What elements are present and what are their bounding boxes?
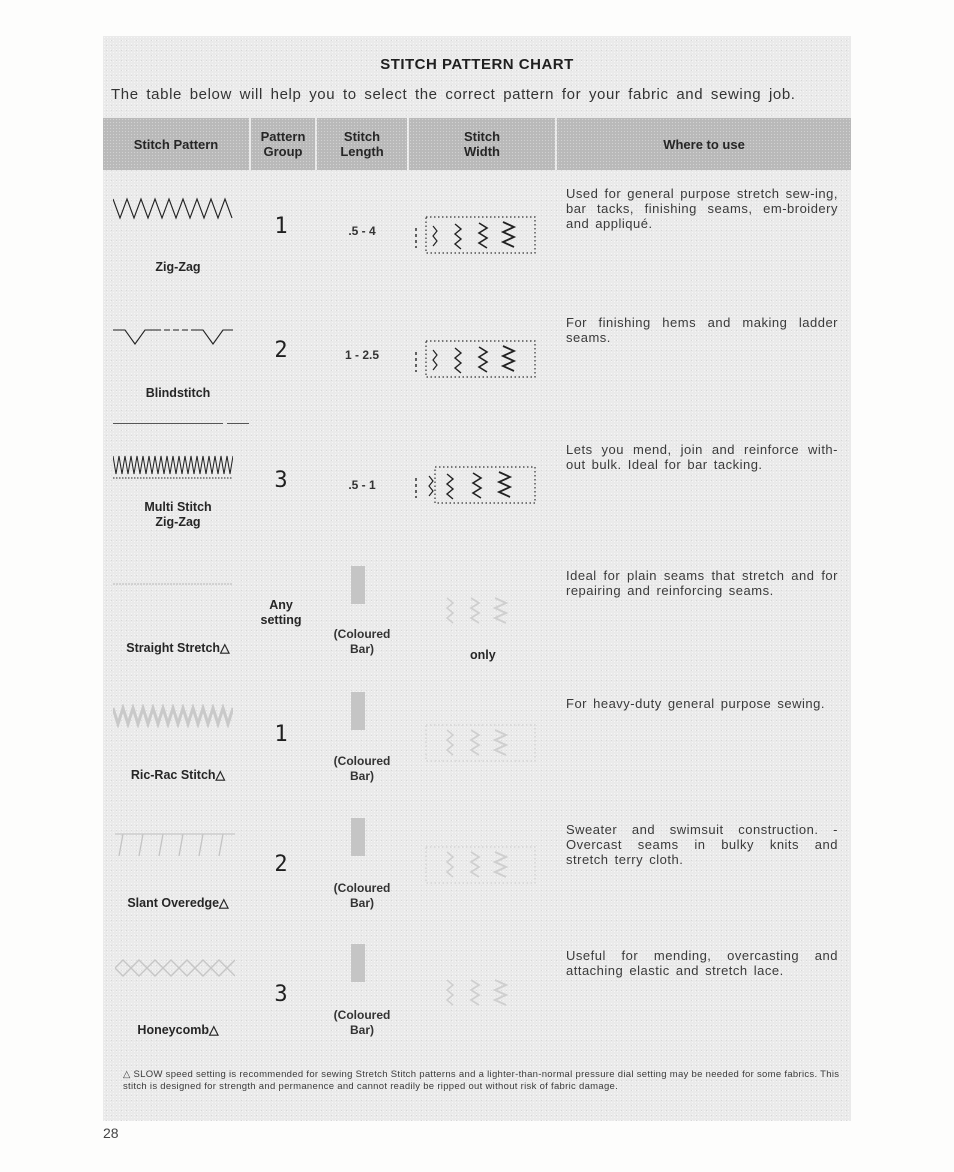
- stitch-length-coloured-bar: (Coloured Bar): [333, 1008, 391, 1037]
- stitch-width-dial-icon: [413, 338, 538, 380]
- stitch-width-dial-icon: [413, 464, 538, 506]
- coloured-bar-icon: [351, 818, 365, 856]
- row-name-straight-stretch: Straight Stretch△: [126, 641, 230, 655]
- row-divider: [113, 423, 223, 424]
- coloured-bar-icon: [351, 566, 365, 604]
- use-slant-overedge: Sweater and swimsuit construction. - Overcast seams in bulky knits and stretch terry cloth.: [566, 822, 838, 867]
- use-zigzag: Used for general purpose stretch sew-ing, bar tacks, finishing seams, em-broidery and appliqué.: [566, 186, 838, 231]
- stitch-length-multi-stitch: .5 - 1: [348, 478, 376, 492]
- stitch-width-only: only: [470, 648, 496, 662]
- row-name-blindstitch: Blindstitch: [145, 386, 211, 400]
- zigzag-stitch-icon: [113, 196, 233, 222]
- row-name-honeycomb: Honeycomb△: [137, 1023, 219, 1037]
- stitch-length-zigzag: .5 - 4: [348, 224, 376, 238]
- row-name-ric-rac: Ric-Rac Stitch△: [130, 768, 226, 782]
- pattern-group-3: 3: [274, 468, 288, 493]
- header-stitch-length: Stitch Length: [317, 118, 407, 170]
- use-straight-stretch: Ideal for plain seams that stretch and for repairing and reinforcing seams.: [566, 568, 838, 598]
- header-stitch-width: Stitch Width: [409, 118, 555, 170]
- row-name-zigzag: Zig-Zag: [155, 260, 201, 274]
- stitch-length-blindstitch: 1 - 2.5: [344, 348, 380, 362]
- row-name-multi-stitch-zigzag: Multi Stitch Zig-Zag: [144, 500, 212, 529]
- coloured-bar-icon: [351, 692, 365, 730]
- stitch-length-coloured-bar: (Coloured Bar): [333, 627, 391, 656]
- row-divider: [227, 423, 249, 424]
- use-ric-rac: For heavy-duty general purpose sewing.: [566, 696, 825, 711]
- header-pattern-group: Pattern Group: [251, 118, 315, 170]
- straight-stretch-icon: [113, 578, 233, 590]
- intro-text: The table below will help you to select the correct pattern for your fabric and sewing job.: [111, 86, 796, 103]
- page-title: STITCH PATTERN CHART: [380, 56, 574, 73]
- pattern-group-1: 1: [274, 722, 288, 747]
- blindstitch-icon: [113, 326, 233, 346]
- honeycomb-icon: [115, 956, 235, 980]
- use-blindstitch: For finishing hems and making ladder seams.: [566, 315, 838, 345]
- footnote: △ SLOW speed setting is recommended for sewing Stretch Stitch patterns and a lighter-than-normal pressure dial setting may be needed for some fabrics. This stitch is designed for strength and permanence and cannot readily be ripped out without risk of fabric damage.: [123, 1069, 840, 1092]
- stitch-width-dial-icon: [413, 722, 538, 764]
- use-multi-stitch: Lets you mend, join and reinforce with-out bulk. Ideal for bar tacking.: [566, 442, 838, 472]
- pattern-group-3: 3: [274, 982, 288, 1007]
- stitch-width-dial-icon: [413, 972, 538, 1014]
- stitch-width-dial-icon: [413, 844, 538, 886]
- stitch-length-coloured-bar: (Coloured Bar): [333, 754, 391, 783]
- stitch-length-coloured-bar: (Coloured Bar): [333, 881, 391, 910]
- pattern-group-1: 1: [274, 214, 288, 239]
- pattern-group-2: 2: [274, 852, 288, 877]
- header-where-to-use: Where to use: [557, 118, 851, 170]
- row-name-slant-overedge: Slant Overedge△: [127, 896, 229, 910]
- multi-stitch-zigzag-icon: [113, 454, 233, 480]
- stitch-chart-page: [103, 36, 851, 1121]
- ric-rac-stitch-icon: [113, 704, 233, 728]
- page-number: 28: [103, 1125, 119, 1141]
- stitch-width-dial-icon: [413, 592, 538, 634]
- header-stitch-pattern: Stitch Pattern: [103, 118, 249, 170]
- coloured-bar-icon: [351, 944, 365, 982]
- stitch-width-dial-icon: [413, 214, 538, 256]
- pattern-group-2: 2: [274, 338, 288, 363]
- use-honeycomb: Useful for mending, overcasting and attaching elastic and stretch lace.: [566, 948, 838, 978]
- pattern-group-any: Any setting: [260, 598, 302, 627]
- slant-overedge-icon: [115, 832, 235, 858]
